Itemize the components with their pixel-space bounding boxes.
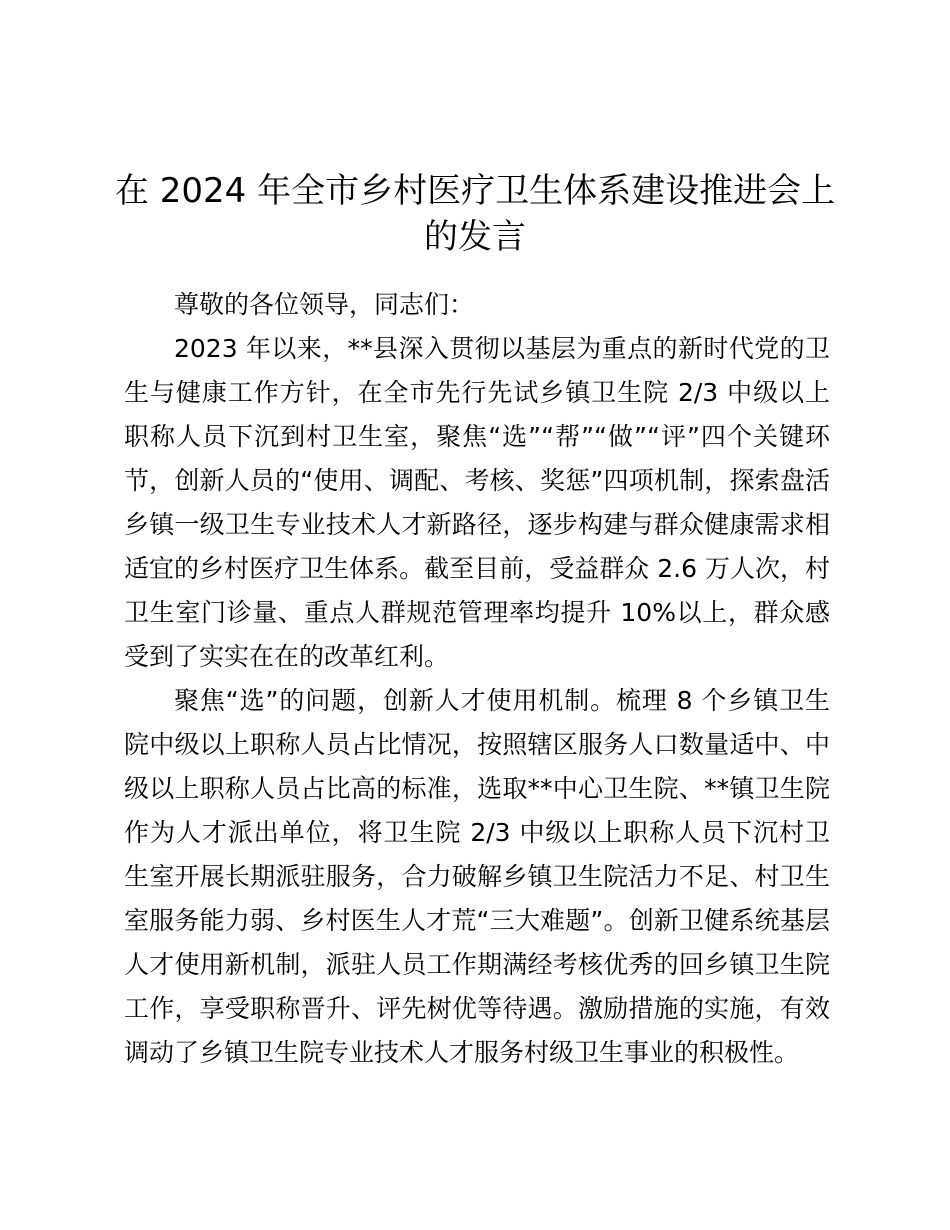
document-title: 在 2024 年全市乡村医疗卫生体系建设推进会上的发言 (114, 171, 836, 257)
document-body (124, 283, 830, 1075)
paragraph-selection-mechanism: 聚焦“选”的问题，创新人才使用机制。梳理 8 个乡镇卫生院中级以上职称人员占比情况，按照辖区服务人口数量适中、中级以上职称人员占比高的标准，选取**中心卫生院、**镇卫生院作为人才派出单位，将卫生院 2/3 中级以上职称人员下沉村卫生室开展长期派驻服务，合力破解乡镇卫生院活力不足、村卫生室服务能力弱、乡村医生人才荒“三大难题”。创新卫健系统基层人才使用新机制，派驻人员工作期满经考核优秀的回乡镇卫生院工作，享受职称晋升、评先树优等待遇。激励措施的实施，有效调动了乡镇卫生院专业技术人才服务村级卫生事业的积极性。 (124, 686, 830, 1067)
paragraph-overview: 2023 年以来，**县深入贯彻以基层为重点的新时代党的卫生与健康工作方针，在全市先行先试乡镇卫生院 2/3 中级以上职称人员下沉到村卫生室，聚焦“选”“帮”“做”“评”四个关键环节，创新人员的“使用、调配、考核、奖惩”四项机制，探索盘活乡镇一级卫生专业技术人才新路径，逐步构建与群众健康需求相适宜的乡村医疗卫生体系。截至目前，受益群众 2.6 万人次，村卫生室门诊量、重点人群规范管理率均提升 10%以上，群众感受到了实实在在的改革红利。 (124, 334, 830, 671)
paragraph-salutation: 尊敬的各位领导，同志们： (174, 290, 475, 319)
